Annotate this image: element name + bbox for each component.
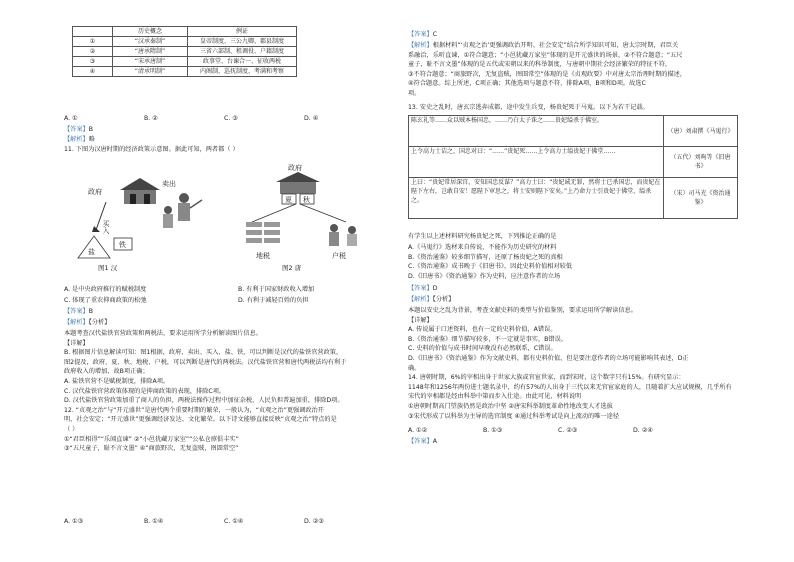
q13-analysis-header: 【解析】【分析】 xyxy=(408,296,455,303)
household-tax-label: 户税 xyxy=(332,252,346,260)
option[interactable]: D.《旧唐书》《资治通鉴》作为史料，应注意作者的立场 xyxy=(408,272,561,280)
buy-label: 买入 xyxy=(102,220,110,234)
option[interactable]: B. ② xyxy=(144,115,158,122)
q13-stem: 13. 安史之乱时，唐玄宗逃奔成都，途中发生兵变，杨贵妃死于马嵬。以下为若干记载。 xyxy=(408,104,649,111)
q14-options xyxy=(408,426,708,436)
q13-table xyxy=(408,115,738,219)
q10-analysis: 【解析】略 xyxy=(64,136,95,143)
fig1-caption: 图1 汉 xyxy=(98,264,118,272)
q11-analysis-header: 【解析】【分析】 xyxy=(64,319,111,326)
table-row: 上令高力士诘之，国忠对曰：“……”贵妃死……上令高力士缢贵妃于佛堂…… （五代）刘昫等《旧唐书》 xyxy=(409,147,738,178)
q11-option-b[interactable]: B. 有利于国家财政收入增加 xyxy=(238,286,315,293)
q13-options xyxy=(408,243,572,281)
q10-table xyxy=(72,26,297,77)
option[interactable]: A. ①② xyxy=(408,427,428,434)
option[interactable]: B. ①③ xyxy=(483,427,503,434)
q11-option-c[interactable]: C. 体现了重农抑商政策的松弛 xyxy=(64,297,147,304)
option[interactable]: B.《资治通鉴》较多细节描写，还原了杨贵妃之死的真相 xyxy=(408,253,563,261)
option[interactable]: D. ④ xyxy=(304,115,319,122)
iron-label: 铁 xyxy=(119,241,126,249)
option[interactable]: B. ①④ xyxy=(144,518,164,525)
table-row: ② “唐承隋制” 三省六部制、租调役、户籍制度 xyxy=(73,47,297,57)
q10-options xyxy=(64,114,384,124)
land-tax-label: 地税 xyxy=(256,252,270,260)
sell-label: 卖出 xyxy=(162,180,176,188)
autumn-label: 秋 xyxy=(303,196,310,204)
option[interactable]: A.《马嵬行》选材来自传说，不能作为历史研究的材料 xyxy=(408,244,557,251)
table-header-row xyxy=(73,27,297,37)
option[interactable]: A. ① xyxy=(64,115,78,122)
q12-answer: 【答案】C xyxy=(408,31,438,38)
option[interactable]: A. ①③ xyxy=(64,518,84,525)
option[interactable]: C. ①④ xyxy=(224,518,244,525)
q13-question: 有学生以上述材料研究杨贵妃之死，下列推论正确的是 xyxy=(408,233,557,240)
q11-option-d[interactable]: D. 有利于减轻百姓的负担 xyxy=(238,297,309,304)
q11-answer: 【答案】B xyxy=(64,308,93,315)
option[interactable]: C. ②③ xyxy=(558,427,578,434)
summer-label: 夏 xyxy=(285,196,292,204)
figure-tang-two-tax xyxy=(238,160,388,272)
salt-label: 盐 xyxy=(88,248,95,256)
gov-label: 政府 xyxy=(88,188,102,196)
q12-options xyxy=(64,517,384,527)
table-row: 陈玄礼等……众以贼本杨国忠，……乃白太子诛之……贵妃缢杀于佛室。 （唐）刘肃撰《马嵬行》 xyxy=(409,116,738,147)
q11-option-a[interactable]: A. 是中央政府推行的赋税制度 xyxy=(64,286,147,293)
q13-explanation: 本题以安史之乱为背景，考查文献史料的类型与价值鉴别，要求运用所学解读信息。 【详解】 A. 传说属于口述资料，也有一定的史料价值，A错误。 B.《资治通鉴》细节描写较多，不一定就是事实，B错误。 C. 史料的价值与成书时间早晚没有必然联系，C错误。 D.《旧唐书》《资治通鉴》作为文献史料，都有史料价值，但是要注意作者的立场可能影响其表述，D正 确。 14. 唐朝时期，6%的宰相出身于世家大族或官宦世家，而到宋时，这个数字只有15%。有研究显示： 1148年和1256年两份进士题名录中，约有57%的人出身于三代以来无官宦家庭的人，且随着扩大应试规模，几乎所有 宋代的宰相都是经由科举中第而步入仕途。由此可见，材料说明 ①唐朝时期高门望族仍然是政治中坚 ②唐宋科举制度革命性地改变人才选拔 ③宋代形成了以科举为主导的选官制度 ④通过科举考试是向上流动的唯一途径 xyxy=(408,307,732,420)
fig2-caption: 图2 唐 xyxy=(282,264,302,272)
option[interactable]: D. ②③ xyxy=(304,518,324,525)
table-row: ③ “宋承唐制” 政事堂、台谏合一、征收两税 xyxy=(73,57,297,67)
q11-stem: 11. 下图为汉唐时期的经济政策示意图。据此可知，两者都（ ） xyxy=(64,146,239,153)
table-header: 例证 xyxy=(188,27,297,37)
q11-explanation: 本题考查汉代盐铁官营政策和两税法，要求运用所学分析解读图片信息。 【详解】 B. 根据图片信息解读可知：图1根据，政府、卖出、买入、盐、铁，可以判断是汉代的盐铁官营政策， 图2提及，政府、夏、秋、地税、户税，可以判断是唐代的两税法。汉代盐铁官营和唐代两税法均有利于 政府收入的增加，故B项正确； A. 盐铁官营不是赋税制度，排除A项。 C. 汉代盐铁官营政策体现的是抑商政策的表现，排除C项。 D. 汉代盐铁官营政策加重了商人的负担，两税法操作过程中加征杂税，人民负担普遍加重，排除D项。 12. “贞观之治”与“开元盛世”是唐代两个重要时期的繁荣，一般认为，“贞观之治”更强调政治开 明、社会安定；“开元盛世”更强调经济发达、文化繁荣。以下诗文能够直接反映“贞观之治”特点的是 （ ） ①“君臣相得”“乐闻直谏” ②“小邑犹藏万家室”“公私仓廪俱丰实” ③“五尺童子，耻不言文墨” ④“商旅野次，无复盗贼，囹圄常空” xyxy=(64,330,347,453)
option[interactable]: C. ③ xyxy=(224,115,238,122)
figure-han-salt-iron xyxy=(76,160,216,272)
table-row: ① “汉承秦制” 皇帝制度、三公九卿、郡县制度 xyxy=(73,37,297,47)
table-row: ④ “清承明制” 内阁制、巡抚制度、考满和考察 xyxy=(73,67,297,77)
q10-answer: 【答案】B xyxy=(64,126,93,133)
q14-answer: 【答案】A xyxy=(408,438,437,445)
table-row: 上曰：“贵妃常居深宫，安知国忠反谋？”高力士曰：“贵妃诚无罪，然将士已杀国忠，而贵妃在陛下左右，岂敢自安！愿陛下审思之，将士安则陛下安矣。”上乃命力士引贵妃于佛堂，缢杀之。 （宋）司马光《资治通鉴》 xyxy=(409,178,738,219)
option[interactable]: D. ②④ xyxy=(633,427,653,434)
table-header: 历史概念 xyxy=(113,27,188,37)
q13-answer: 【答案】D xyxy=(408,285,438,292)
option[interactable]: C.《资治通鉴》成书晚于《旧唐书》，因此史料价值相对较低 xyxy=(408,263,573,271)
gov-label: 政府 xyxy=(288,164,302,172)
q12-explanation: 【解析】根据材料“‘贞观之治’更强调政治开明、社会安定”结合所学知识可知，唐太宗时期，君臣关 系融洽，乐听直谏，①符合题意；“小邑犹藏万家室”体现的是开元盛世的场景，②不符合题意；“五尺 童子，耻不言文墨”体现的是五代或宋朝以来的科举制度，与唐朝中期社会经济繁荣的特征不符， ③不符合题意；“商旅野次，无复盗贼，囹圄常空”体现的是《贞观政要》中对唐太宗治理时期的描述， ④符合题意。综上所述，C项正确；其他选项与题意不符，排除A项、B项和D项。故选C 项。 xyxy=(408,42,687,97)
